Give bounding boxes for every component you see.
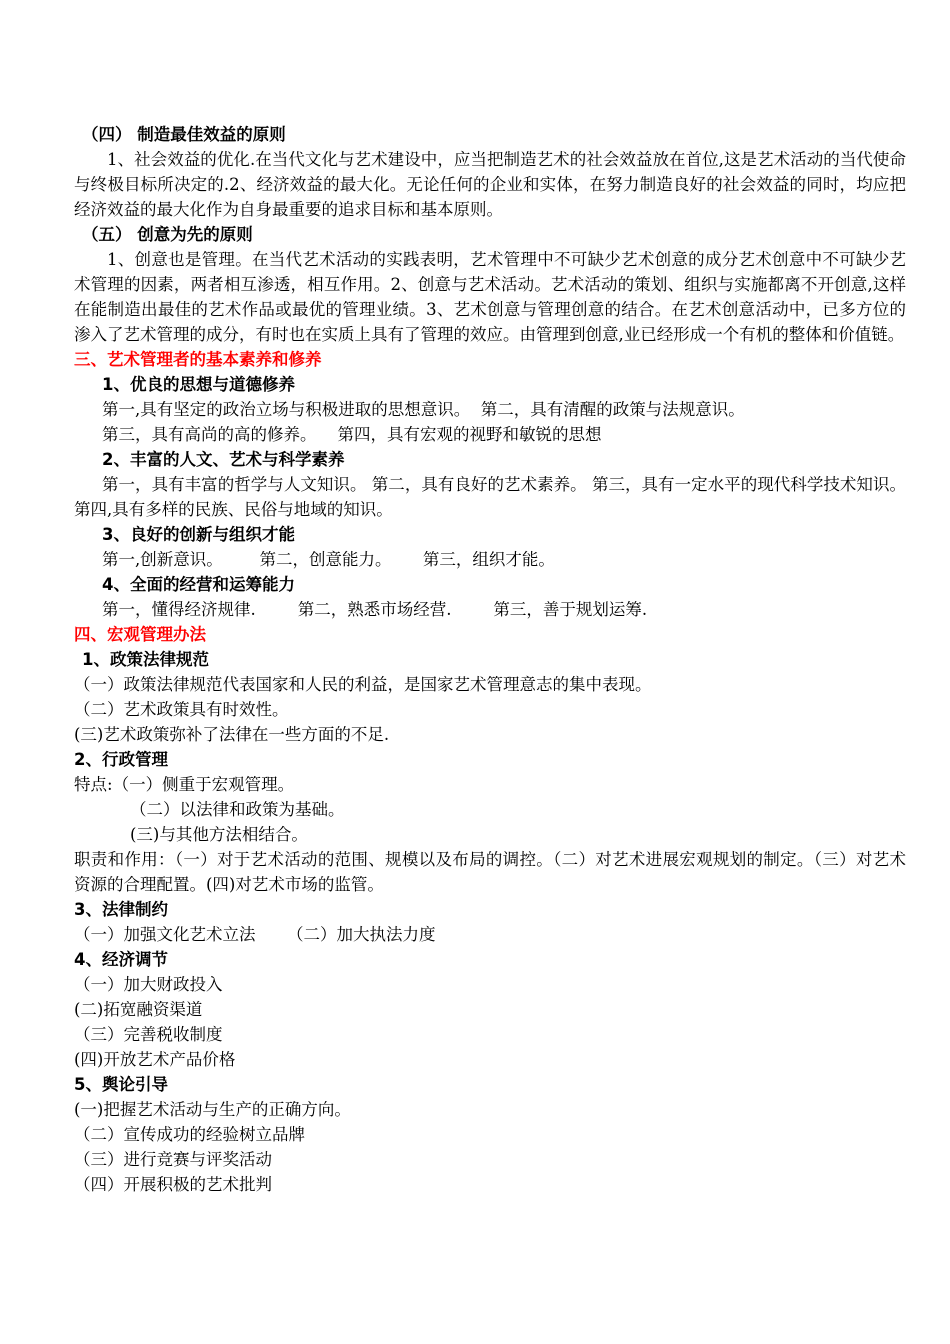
list-item: (四)开放艺术产品价格 <box>74 1050 236 1069</box>
subheading-3-2: 2、丰富的人文、艺术与科学素养 <box>102 450 345 469</box>
text-line: 第一,创新意识。 第二，创意能力。 第三，组织才能。 <box>102 550 555 569</box>
list-item: （三）进行竞赛与评奖活动 <box>74 1150 272 1169</box>
subheading-3-4: 4、全面的经营和运筹能力 <box>102 575 295 594</box>
subheading-3-3: 3、良好的创新与组织才能 <box>102 525 295 544</box>
text-paragraph: 第一，具有丰富的哲学与人文知识。 第二，具有良好的艺术素养。 第三，具有一定水平的现代科学技术知识。 第四,具有多样的民族、民俗与地域的知识。 <box>74 475 906 519</box>
text-line: 第一,具有坚定的政治立场与积极进取的思想意识。 第二，具有清醒的政策与法规意识。 <box>102 400 745 419</box>
part-heading-4: 四、宏观管理办法 <box>74 625 206 644</box>
subheading-4-3: 3、法律制约 <box>74 900 168 919</box>
text-line: 第三，具有高尚的高的修养。 第四，具有宏观的视野和敏锐的思想 <box>102 425 602 444</box>
section-heading-4: （四） 制造最佳效益的原则 <box>82 125 286 144</box>
list-item: (三)艺术政策弥补了法律在一些方面的不足. <box>74 725 390 744</box>
list-item: （二）宣传成功的经验树立品牌 <box>74 1125 305 1144</box>
list-item: （一）加大财政投入 <box>74 975 223 994</box>
list-item: （一）政策法律规范代表国家和人民的利益，是国家艺术管理意志的集中表现。 <box>74 675 652 694</box>
document-content <box>74 122 906 1197</box>
feature-label: 特点: <box>74 775 113 794</box>
text-line: （一）加强文化艺术立法 （二）加大执法力度 <box>74 925 436 944</box>
list-item: (二)拓宽融资渠道 <box>74 1000 203 1019</box>
part-heading-3: 三、艺术管理者的基本素养和修养 <box>74 350 322 369</box>
subheading-4-2: 2、行政管理 <box>74 750 168 769</box>
section-heading-5: （五） 创意为先的原则 <box>82 225 253 244</box>
subheading-3-1: 1、优良的思想与道德修养 <box>102 375 295 394</box>
feature-item: （二）以法律和政策为基础。 <box>130 800 345 819</box>
subheading-4-1: 1、政策法律规范 <box>82 650 209 669</box>
duties-paragraph: 职责和作用：（一）对于艺术活动的范围、规模以及布局的调控。（二）对艺术进展宏观规划的制定。（三）对艺术资源的合理配置。(四)对艺术市场的监管。 <box>74 850 906 894</box>
feature-item: (三)与其他方法相结合。 <box>130 825 308 844</box>
text-line: 第一，懂得经济规律. 第二，熟悉市场经营. 第三，善于规划运筹. <box>102 600 648 619</box>
list-item: （三）完善税收制度 <box>74 1025 223 1044</box>
list-item <box>74 772 906 797</box>
list-item: （四）开展积极的艺术批判 <box>74 1175 272 1194</box>
subheading-4-4: 4、经济调节 <box>74 950 168 969</box>
section-body-5: 1、创意也是管理。在当代艺术活动的实践表明，艺术管理中不可缺少艺术创意的成分艺术创意中不可缺少艺术管理的因素，两者相互渗透，相互作用。2、创意与艺术活动。艺术活动的策划、组织与实施都离不开创意,这样在能制造出最佳的艺术作品或最优的管理业绩。3、艺术创意与管理创意的结合。在艺术创意活动中，已多方位的渗入了艺术管理的成分，有时也在实质上具有了管理的效应。由管理到创意,业已经形成一个有机的整体和价值链。 <box>74 250 906 344</box>
list-item: （二）艺术政策具有时效性。 <box>74 700 289 719</box>
list-item: (一)把握艺术活动与生产的正确方向。 <box>74 1100 351 1119</box>
section-body-4: 1、社会效益的优化.在当代文化与艺术建设中，应当把制造艺术的社会效益放在首位,这是艺术活动的当代使命与终极目标所决定的.2、经济效益的最大化。无论任何的企业和实体，在努力制造良好的社会效益的同时，均应把经济效益的最大化作为自身最重要的追求目标和基本原则。 <box>74 150 906 219</box>
subheading-4-5: 5、舆论引导 <box>74 1075 168 1094</box>
feature-item: （一）侧重于宏观管理。 <box>112 775 295 794</box>
